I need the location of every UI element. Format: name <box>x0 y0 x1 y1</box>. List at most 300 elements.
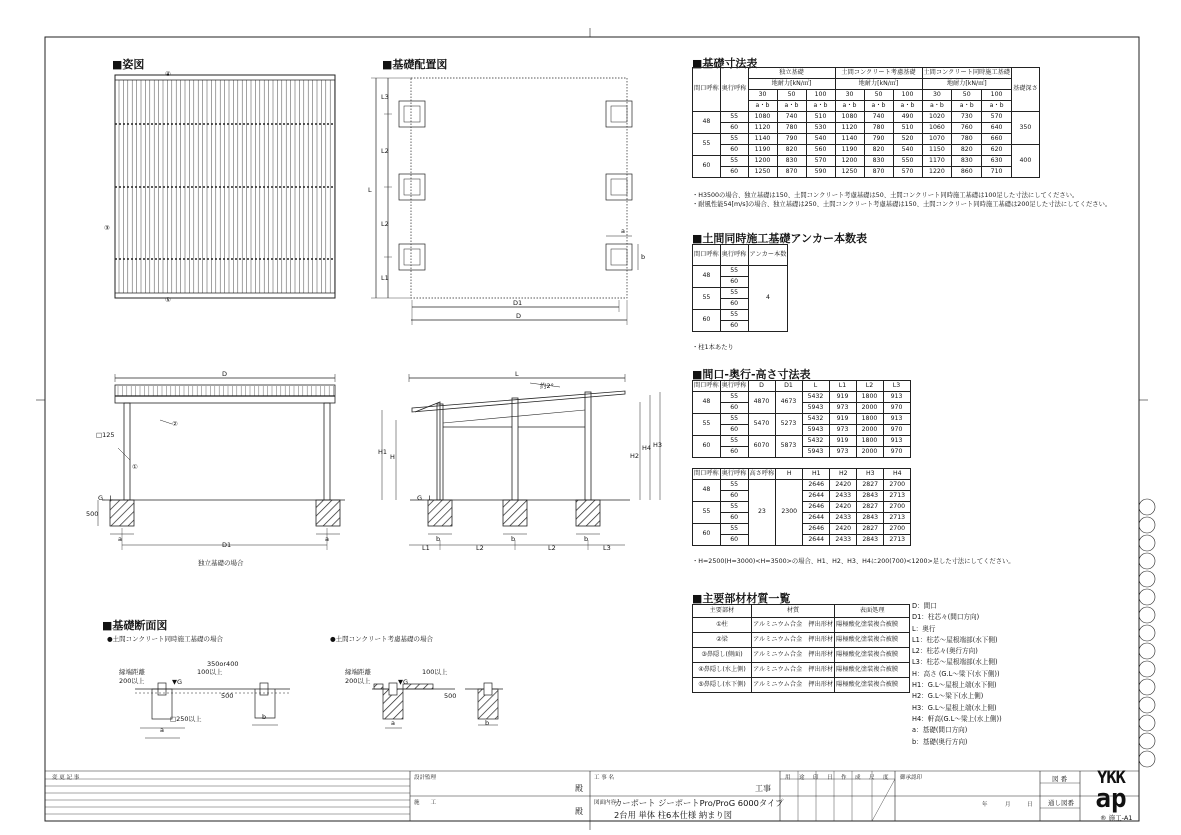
table-cell: 48 <box>693 480 721 502</box>
label-L1-side: L1 <box>422 544 430 552</box>
table-cell: L <box>802 381 829 392</box>
dims-note-1: ・H3500の場合、独立基礎は150、土間コンクリート考慮基礎は50、土間コンクリート同時施工基礎は100足した寸法にしてください。 <box>692 192 1079 199</box>
legend-item: L1：柱芯～屋根端部(水下側) <box>912 635 998 644</box>
label-D1-layout: D1 <box>513 299 523 307</box>
table-cell: L1 <box>829 381 856 392</box>
label-L: L <box>368 186 372 194</box>
table-cell: 550 <box>893 156 922 167</box>
table-row <box>693 156 1040 167</box>
table-cell: 970 <box>883 425 910 436</box>
size-head-row-2 <box>693 469 911 480</box>
table-cell: 5470 <box>748 414 775 436</box>
table-cell: 30 <box>922 90 952 101</box>
table-cell: 913 <box>883 414 910 425</box>
table-cell: 55 <box>720 112 748 123</box>
table-cell: 1200 <box>835 156 864 167</box>
label-slope: 約2° <box>540 382 554 390</box>
table-cell: 2843 <box>857 513 884 524</box>
work-name-label: 工 事 名 <box>594 775 614 781</box>
table-cell: 740 <box>864 112 893 123</box>
table-cell: 100 <box>982 90 1012 101</box>
table-cell: 1120 <box>748 123 777 134</box>
label-gl-front: G．L <box>98 494 114 502</box>
sheet-no-label: 図 番 <box>1052 775 1068 783</box>
table-cell: 1190 <box>835 145 864 156</box>
joint-label-1: 縁端距離 <box>119 668 145 676</box>
dims-soil-3: 地耐力[kN/㎡] <box>922 79 1012 90</box>
table-row <box>693 112 1040 123</box>
table-cell: 540 <box>806 134 835 145</box>
table-cell: 1250 <box>835 167 864 178</box>
month-label: 月 <box>1005 802 1011 808</box>
table-cell: 55 <box>720 480 748 491</box>
size-table-top <box>692 380 911 458</box>
label-L3-side: L3 <box>603 544 611 552</box>
table-cell: ②梁 <box>693 633 752 648</box>
table-cell: 4673 <box>775 392 802 414</box>
label-L2-a: L2 <box>381 147 389 155</box>
table-row <box>693 648 910 663</box>
stamp-label: 途 <box>799 775 805 781</box>
legend-item: L3：柱芯～屋根端部(水上側) <box>912 658 998 667</box>
table-row <box>693 392 911 403</box>
table-cell: 1080 <box>835 112 864 123</box>
table-cell: 2000 <box>856 425 883 436</box>
table-row <box>693 403 911 414</box>
table-cell: 530 <box>806 123 835 134</box>
table-cell: 2000 <box>856 447 883 458</box>
joint-label-2: 縁端距離 <box>345 668 371 676</box>
table-cell: 陽極酸化塗装複合被膜 <box>835 618 910 633</box>
table-cell: 55 <box>720 436 748 447</box>
d350-label: 350or400 <box>207 660 239 668</box>
table-cell: 5943 <box>802 447 829 458</box>
supervisor-label: 設計監理 <box>414 775 437 781</box>
supervisor-dono: 殿 <box>575 784 583 793</box>
table-cell: 2646 <box>803 524 830 535</box>
table-cell: 973 <box>829 425 856 436</box>
table-cell: H1 <box>803 469 830 480</box>
table-cell: 2843 <box>857 535 884 546</box>
table-cell: 5873 <box>775 436 802 458</box>
table-cell: 540 <box>893 145 922 156</box>
ykk-ap-logo: YKK ap <box>1095 768 1127 814</box>
d100-label-2: 100以上 <box>422 668 448 676</box>
label-b-side3: b <box>584 535 589 543</box>
legend-item: D：間口 <box>912 602 937 610</box>
anchor-h2: 奥行呼称 <box>720 245 748 266</box>
table-cell: 820 <box>952 145 982 156</box>
label-a-front1: a <box>118 535 122 543</box>
table-cell: 2700 <box>884 524 911 535</box>
table-cell: 5432 <box>802 436 829 447</box>
d500-label-1: 500 <box>221 692 234 700</box>
anchor-o: 60 <box>720 321 748 332</box>
table-cell: 970 <box>883 403 910 414</box>
size-table-bottom <box>692 468 911 546</box>
anchor-count: 4 <box>748 266 788 332</box>
legend-item: H：高さ (G.L～梁下(水下側)) <box>912 669 1000 678</box>
serial-no-label: 通し図番 <box>1048 799 1074 807</box>
table-cell: 60 <box>720 123 748 134</box>
table-cell: 60 <box>720 425 748 436</box>
label-b-side2: b <box>511 535 516 543</box>
table-cell: 2433 <box>830 535 857 546</box>
table-cell: 60 <box>693 436 721 458</box>
table-cell: ①柱 <box>693 618 752 633</box>
stamp-label: 度 <box>883 775 889 781</box>
table-cell: 820 <box>777 145 806 156</box>
dimension-legend <box>912 601 1002 748</box>
table-cell: a・b <box>982 101 1012 112</box>
table-row <box>693 167 1040 178</box>
label-a-layout: a <box>621 227 625 235</box>
table-cell: 55 <box>720 134 748 145</box>
table-cell: 55 <box>693 414 721 436</box>
table-cell: 913 <box>883 392 910 403</box>
table-cell: 60 <box>720 145 748 156</box>
table-cell: 2713 <box>884 513 911 524</box>
table-cell: 2843 <box>857 491 884 502</box>
table-cell: a・b <box>864 101 893 112</box>
table-cell: 高さ呼称 <box>748 469 776 480</box>
table-cell: 350 <box>1012 112 1040 145</box>
table-cell: 780 <box>952 134 982 145</box>
table-cell: 2644 <box>803 513 830 524</box>
table-cell: 973 <box>829 403 856 414</box>
approval-label: 御承認印 <box>900 775 923 781</box>
table-cell: 55 <box>720 414 748 425</box>
table-cell: 60 <box>720 167 748 178</box>
table-cell: 5943 <box>802 403 829 414</box>
legend-item: H2：G.L～梁下(水上側) <box>912 692 984 701</box>
table-cell: H2 <box>830 469 857 480</box>
anchor-note: ・柱1本あたり <box>692 344 734 351</box>
anchor-table <box>692 244 788 332</box>
view-section-title: ■姿図 <box>112 58 145 71</box>
dims-soil-2: 地耐力[kN/㎡] <box>835 79 922 90</box>
table-cell: 55 <box>720 156 748 167</box>
table-cell: 2644 <box>803 491 830 502</box>
table-cell: 490 <box>893 112 922 123</box>
label-L1: L1 <box>381 274 389 282</box>
sheet-number: ® 施工-A1 <box>1100 814 1133 822</box>
table-cell: 1250 <box>748 167 777 178</box>
table-cell: 2700 <box>884 480 911 491</box>
table-cell: 2646 <box>803 480 830 491</box>
material-h-mat: 材質 <box>752 605 835 618</box>
legend-item: b：基礎(奥行方向) <box>912 737 968 746</box>
label-L2-side1: L2 <box>476 544 484 552</box>
table-cell: アルミニウム合金 押出形材 <box>752 663 835 678</box>
table-cell: 570 <box>982 112 1012 123</box>
table-row <box>693 633 910 648</box>
label-4: ④ <box>165 70 171 78</box>
table-cell: 間口呼称 <box>693 381 721 392</box>
dims-note-2: ・耐風性能54[m/s]の場合、独立基礎は250、土間コンクリート考慮基礎は150、土間コンクリート同時施工基礎は200足した寸法にしてください。 <box>692 201 1112 208</box>
table-cell: 570 <box>806 156 835 167</box>
dims-group-3: 土間コンクリート同時施工基礎 <box>922 68 1012 79</box>
table-cell: 730 <box>952 112 982 123</box>
table-cell: 60 <box>720 513 748 524</box>
stamp-label: 作 <box>841 775 847 781</box>
d250-label: □250以上 <box>170 715 202 723</box>
table-cell: 60 <box>693 156 721 178</box>
table-cell: 30 <box>748 90 777 101</box>
table-cell: 陽極酸化塗装複合被膜 <box>835 648 910 663</box>
anchor-m60: 60 <box>693 310 721 332</box>
table-cell: 1140 <box>748 134 777 145</box>
table-cell: 1800 <box>856 436 883 447</box>
table-cell: 630 <box>982 156 1012 167</box>
d500-label-2: 500 <box>444 692 457 700</box>
table-cell: a・b <box>893 101 922 112</box>
table-cell: 5273 <box>775 414 802 436</box>
table-cell: 2420 <box>830 502 857 513</box>
table-cell: 780 <box>777 123 806 134</box>
label-H: H <box>390 453 395 461</box>
table-cell: D <box>748 381 775 392</box>
table-cell: a・b <box>922 101 952 112</box>
table-cell: 560 <box>806 145 835 156</box>
label-D1-front: D1 <box>222 541 232 549</box>
table-cell: 510 <box>806 112 835 123</box>
table-row <box>693 618 910 633</box>
table-cell: a・b <box>748 101 777 112</box>
table-cell: H3 <box>857 469 884 480</box>
table-row <box>693 414 911 425</box>
table-cell: 790 <box>777 134 806 145</box>
table-cell: 陽極酸化塗装複合被膜 <box>835 633 910 648</box>
legend-item: D1：柱芯々(間口方向) <box>912 613 980 622</box>
table-cell: L3 <box>883 381 910 392</box>
size-head-row <box>693 381 911 392</box>
table-cell: 4870 <box>748 392 775 414</box>
dims-group-1: 独立基礎 <box>748 68 835 79</box>
table-cell: 50 <box>864 90 893 101</box>
table-cell: H <box>776 469 803 480</box>
table-cell: 660 <box>982 134 1012 145</box>
table-cell: 973 <box>829 447 856 458</box>
table-cell: 2420 <box>830 524 857 535</box>
table-cell: 830 <box>777 156 806 167</box>
label-L2-b: L2 <box>381 220 389 228</box>
table-cell: 50 <box>952 90 982 101</box>
table-cell: a・b <box>835 101 864 112</box>
table-cell: 60 <box>693 524 721 546</box>
anchor-h3: アンカー本数 <box>748 245 788 266</box>
edge-markers <box>1139 499 1155 767</box>
table-row <box>693 447 911 458</box>
table-cell: アルミニウム合金 押出形材 <box>752 678 835 693</box>
table-cell: 100 <box>806 90 835 101</box>
table-cell: 2713 <box>884 535 911 546</box>
table-cell: 55 <box>693 502 721 524</box>
table-cell: 2713 <box>884 491 911 502</box>
table-cell: 2827 <box>857 480 884 491</box>
table-cell: 830 <box>864 156 893 167</box>
day-label: 日 <box>1027 802 1033 808</box>
material-table <box>692 604 910 693</box>
table-row <box>693 480 911 491</box>
table-cell: 970 <box>883 447 910 458</box>
table-cell: 2700 <box>884 502 911 513</box>
label-D-front: D <box>222 370 228 378</box>
table-cell: H4 <box>884 469 911 480</box>
over200-label-2: 200以上 <box>345 677 371 685</box>
table-cell: 1070 <box>922 134 952 145</box>
table-cell: 1170 <box>922 156 952 167</box>
table-cell: 1800 <box>856 392 883 403</box>
table-row <box>693 436 911 447</box>
table-cell: 23 <box>748 480 776 546</box>
label-H1: H1 <box>378 448 388 456</box>
label-D-layout: D <box>516 312 522 320</box>
stamp-label: 尺 <box>869 775 875 781</box>
table-cell: 2646 <box>803 502 830 513</box>
label-H4: H4 <box>642 444 652 452</box>
section-view-title: ■基礎断面図 <box>102 619 168 632</box>
label-L2-side2: L2 <box>548 544 556 552</box>
table-cell: 1080 <box>748 112 777 123</box>
table-cell: 870 <box>864 167 893 178</box>
table-cell: 5943 <box>802 425 829 436</box>
table-cell: 1220 <box>922 167 952 178</box>
table-cell: 830 <box>952 156 982 167</box>
dims-h-maguchi: 間口呼称 <box>693 68 721 112</box>
table-cell: 陽極酸化塗装複合被膜 <box>835 663 910 678</box>
table-cell: 48 <box>693 112 721 134</box>
table-row <box>693 145 1040 156</box>
table-cell: D1 <box>775 381 802 392</box>
table-cell: 奥行呼称 <box>720 381 748 392</box>
size-section-title: ■間口-奥行-高さ寸法表 <box>692 368 811 381</box>
case1-caption: ●土間コンクリート同時施工基礎の場合 <box>107 635 224 643</box>
dims-section-title: ■基礎寸法表 <box>692 57 758 70</box>
table-cell: 1800 <box>856 414 883 425</box>
table-cell: 1150 <box>922 145 952 156</box>
table-cell: 50 <box>777 90 806 101</box>
dims-group-2: 土間コンクリート考慮基礎 <box>835 68 922 79</box>
table-cell: 60 <box>720 535 748 546</box>
layout-section-title: ■基礎配置図 <box>382 58 448 71</box>
material-section-title: ■主要部材材質一覧 <box>692 592 791 605</box>
table-cell: 640 <box>982 123 1012 134</box>
foundation-layout <box>371 78 638 325</box>
table-cell: 870 <box>777 167 806 178</box>
table-cell: 919 <box>829 436 856 447</box>
label-2: ② <box>172 420 178 428</box>
b-label-2: b <box>485 719 490 727</box>
table-cell: アルミニウム合金 押出形材 <box>752 618 835 633</box>
table-row <box>693 663 910 678</box>
label-gl-side: G．L <box>417 494 433 502</box>
anchor-o: 55 <box>720 310 748 321</box>
label-post: □125 <box>96 431 115 439</box>
dims-h-depth: 基礎深さ <box>1012 68 1040 112</box>
material-h-fin: 表面処理 <box>835 605 910 618</box>
table-cell: アルミニウム合金 押出形材 <box>752 648 835 663</box>
legend-item: a：基礎(間口方向) <box>912 726 968 735</box>
builder-label: 施 工 <box>414 800 437 806</box>
work-suffix: 工事 <box>755 784 771 793</box>
b-label-1: b <box>262 713 267 721</box>
table-cell: L2 <box>856 381 883 392</box>
label-5: ⑤ <box>165 296 171 304</box>
roof-plan-view <box>115 75 335 298</box>
table-cell: 5432 <box>802 392 829 403</box>
table-cell: 570 <box>893 167 922 178</box>
legend-item: H1：G.L～屋根上端(水下側) <box>912 681 997 690</box>
table-cell: 2300 <box>776 480 803 546</box>
table-cell: 30 <box>835 90 864 101</box>
legend-item: H3：G.L～屋根上端(水上側) <box>912 703 997 712</box>
label-H3: H3 <box>653 441 663 449</box>
table-cell: 5432 <box>802 414 829 425</box>
drawing-title-2: 2台用 単体 柱6本仕様 納まり図 <box>614 810 733 820</box>
label-L3: L3 <box>381 93 389 101</box>
front-elevation <box>98 374 345 550</box>
case2-caption: ●土間コンクリート考慮基礎の場合 <box>330 635 434 643</box>
table-row <box>693 678 910 693</box>
label-H2: H2 <box>630 452 640 460</box>
table-cell: 913 <box>883 436 910 447</box>
indep-case-caption: 独立基礎の場合 <box>198 559 244 567</box>
table-cell: a・b <box>952 101 982 112</box>
table-cell: 400 <box>1012 145 1040 178</box>
table-cell: 510 <box>893 123 922 134</box>
table-cell: 620 <box>982 145 1012 156</box>
table-cell: 60 <box>720 403 748 414</box>
label-a-front2: a <box>325 535 329 543</box>
table-cell: 48 <box>693 392 721 414</box>
dims-h-okuyuki: 奥行呼称 <box>720 68 748 112</box>
stamp-label: 成 <box>855 775 861 781</box>
table-cell: 55 <box>720 392 748 403</box>
anchor-o: 60 <box>720 299 748 310</box>
table-cell: 2420 <box>830 480 857 491</box>
table-cell: 710 <box>982 167 1012 178</box>
table-cell: 919 <box>829 414 856 425</box>
label-L-side: L <box>515 370 519 378</box>
label-1: ① <box>132 463 138 471</box>
g-label-2: ▼G <box>398 678 409 686</box>
dims-soil-1: 地耐力[kN/㎡] <box>748 79 835 90</box>
legend-item: L：奥行 <box>912 624 936 633</box>
table-cell: 2644 <box>803 535 830 546</box>
table-cell: 陽極酸化塗装複合被膜 <box>835 678 910 693</box>
material-h-part: 主要部材 <box>693 605 752 618</box>
table-cell: 520 <box>893 134 922 145</box>
table-cell: 820 <box>864 145 893 156</box>
table-cell: 1060 <box>922 123 952 134</box>
a-label-1: a <box>160 726 164 734</box>
label-500-front: 500 <box>86 510 99 518</box>
stamp-label: 印 <box>813 775 819 781</box>
label-b-layout: b <box>641 253 646 261</box>
foundation-dims-table <box>692 67 1040 178</box>
table-cell: ⑤鼻隠し(水下側) <box>693 678 752 693</box>
table-cell: 1190 <box>748 145 777 156</box>
table-cell: 奥行呼称 <box>720 469 748 480</box>
table-cell: 1020 <box>922 112 952 123</box>
anchor-o: 55 <box>720 266 748 277</box>
table-row <box>693 123 1040 134</box>
table-cell: 2433 <box>830 513 857 524</box>
table-cell: 1140 <box>835 134 864 145</box>
table-cell: 790 <box>864 134 893 145</box>
table-cell: ③鼻隠し(側面) <box>693 648 752 663</box>
